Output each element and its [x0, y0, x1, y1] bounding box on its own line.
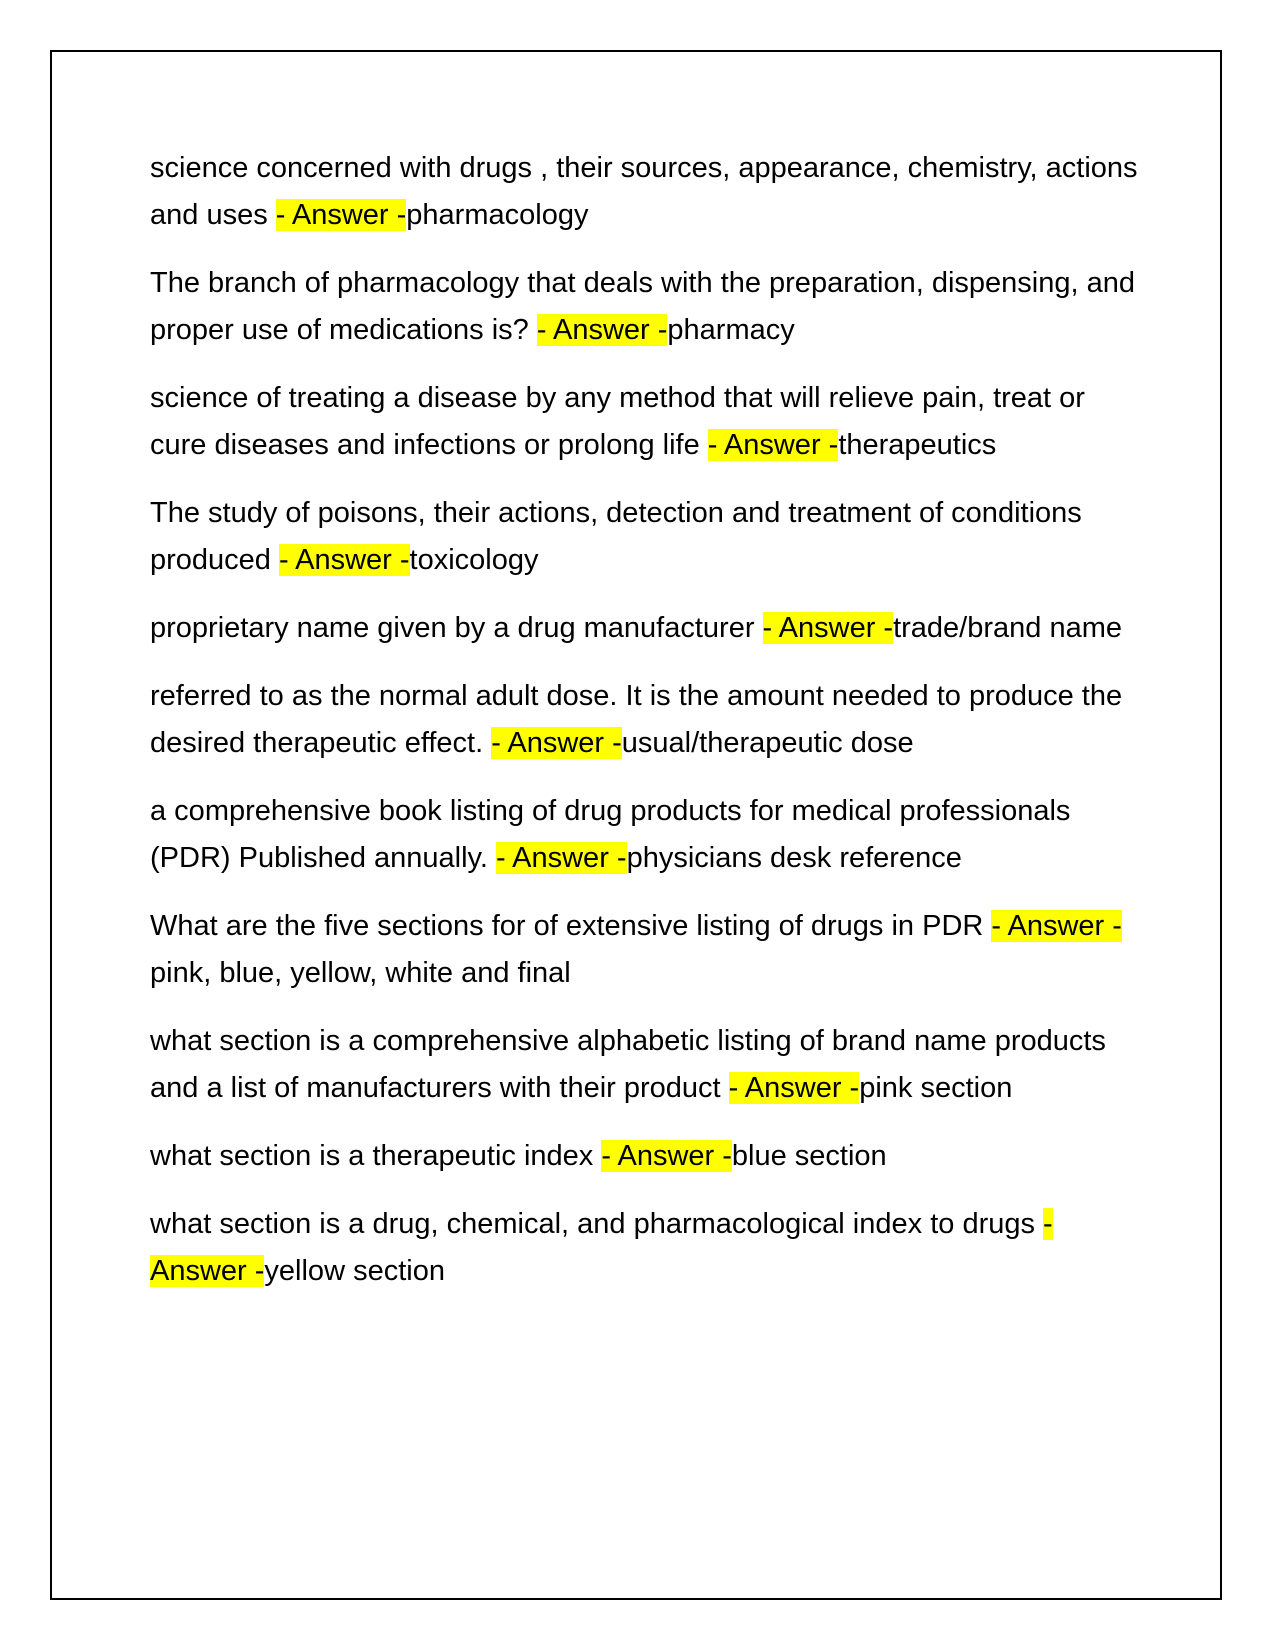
answer-text: toxicology: [409, 544, 539, 576]
qa-item: [150, 903, 1140, 997]
answer-highlight: - Answer -: [491, 727, 622, 759]
answer-highlight: - Answer -: [275, 199, 407, 231]
answer-highlight: - Answer -: [279, 544, 410, 576]
answer-text: yellow section: [264, 1255, 445, 1287]
qa-item: [150, 788, 1140, 882]
answer-text: usual/therapeutic dose: [621, 727, 914, 759]
answer-highlight: - Answer -: [762, 612, 894, 644]
qa-item: [150, 1201, 1140, 1295]
answer-highlight: - Answer -: [991, 910, 1122, 942]
answer-highlight: - Answer -: [536, 314, 668, 346]
question-text: What are the five sections for of extensive listing of drugs in PDR: [150, 910, 992, 942]
question-text: a comprehensive book listing of drug products for medical professionals (PDR) Published annually.: [150, 795, 1071, 874]
question-text: what section is a therapeutic index: [150, 1140, 602, 1172]
qa-item: [150, 673, 1140, 767]
answer-highlight: - Answer -: [728, 1072, 860, 1104]
answer-text: blue section: [731, 1140, 887, 1172]
qa-item: [150, 1018, 1140, 1112]
question-text: what section is a comprehensive alphabetic listing of brand name products and a list of manufacturers with their product: [150, 1025, 1106, 1104]
qa-item: [150, 490, 1140, 584]
answer-text: pink, blue, yellow, white and final: [150, 957, 571, 989]
document-body: [150, 145, 1140, 1316]
question-text: The study of poisons, their actions, detection and treatment of conditions produced: [150, 497, 1082, 576]
question-text: science concerned with drugs , their sources, appearance, chemistry, actions and uses: [150, 152, 1138, 231]
question-text: The branch of pharmacology that deals with the preparation, dispensing, and proper use of medications is?: [150, 267, 1136, 346]
answer-text: trade/brand name: [893, 612, 1123, 644]
answer-text: therapeutics: [838, 429, 997, 461]
answer-highlight: - Answer -: [707, 429, 839, 461]
answer-highlight: - Answer -: [601, 1140, 732, 1172]
answer-text: physicians desk reference: [626, 842, 962, 874]
question-text: what section is a drug, chemical, and pharmacological index to drugs: [150, 1208, 1044, 1240]
answer-text: pink section: [859, 1072, 1013, 1104]
answer-text: pharmacy: [667, 314, 795, 346]
answer-highlight: - Answer -: [496, 842, 627, 874]
qa-item: [150, 605, 1140, 652]
question-text: referred to as the normal adult dose. It is the amount needed to produce the desired therapeutic effect.: [150, 680, 1123, 759]
answer-text: pharmacology: [406, 199, 589, 231]
qa-item: [150, 375, 1140, 469]
qa-item: [150, 260, 1140, 354]
qa-item: [150, 145, 1140, 239]
question-text: science of treating a disease by any method that will relieve pain, treat or cure diseases and infections or prolong life: [150, 382, 1085, 461]
question-text: proprietary name given by a drug manufacturer: [150, 612, 763, 644]
qa-item: [150, 1133, 1140, 1180]
answer-highlight: - Answer -: [150, 1208, 1053, 1287]
